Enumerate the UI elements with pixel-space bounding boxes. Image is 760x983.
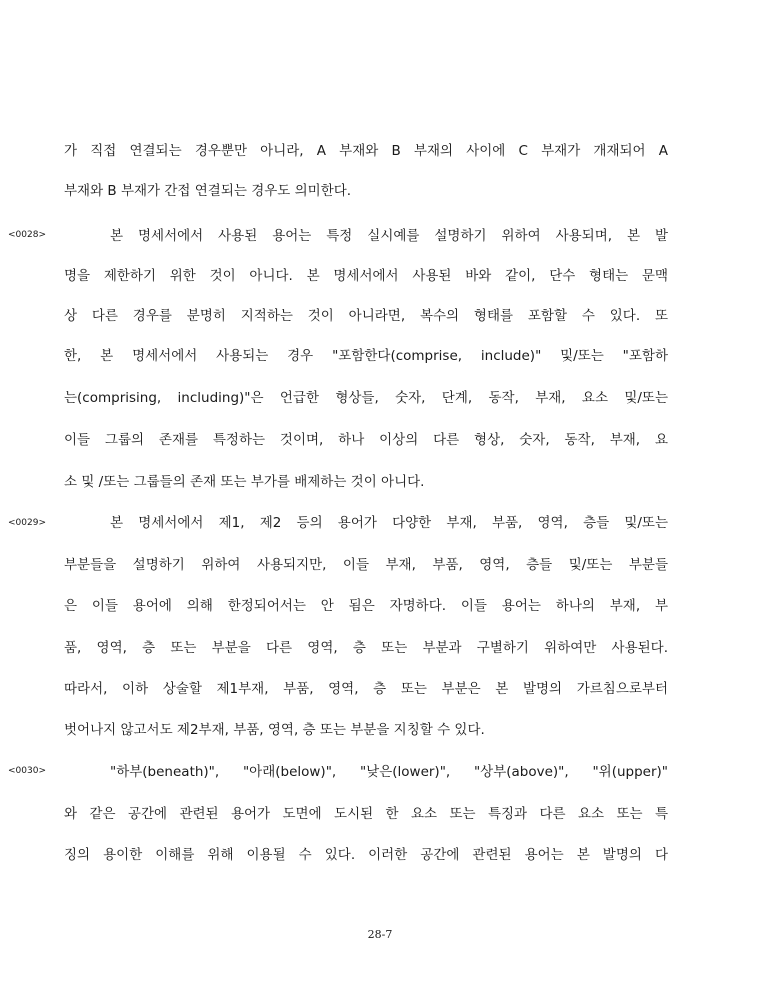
text-line: 한, 본 명세서에서 사용되는 경우 "포함한다(comprise, include)" 및/또는 "포함하 bbox=[64, 348, 668, 364]
text-line: 본 명세서에서 사용된 용어는 특정 실시예를 설명하기 위하여 사용되며, 본 발 bbox=[110, 228, 668, 244]
paragraph-number: <0030> bbox=[8, 766, 46, 776]
text-line: 벗어나지 않고서도 제2부재, 부품, 영역, 층 또는 부분을 지칭할 수 있다. bbox=[64, 722, 485, 738]
text-line: "하부(beneath)", "아래(below)", "낮은(lower)", "상부(above)", "위(upper)" bbox=[110, 764, 668, 780]
paragraph-number: <0029> bbox=[8, 518, 46, 528]
text-line: 는(comprising, including)"은 언급한 형상들, 숫자, 단계, 동작, 부재, 요소 및/또는 bbox=[64, 390, 668, 406]
text-line: 부분들을 설명하기 위하여 사용되지만, 이들 부재, 부품, 영역, 층들 및/또는 부분들 bbox=[64, 557, 668, 573]
text-line: 은 이들 용어에 의해 한정되어서는 안 됨은 자명하다. 이들 용어는 하나의 부재, 부 bbox=[64, 598, 668, 614]
text-line: 징의 용이한 이해를 위해 이용될 수 있다. 이러한 공간에 관련된 용어는 본 발명의 다 bbox=[64, 847, 668, 863]
text-line: 와 같은 공간에 관련된 용어가 도면에 도시된 한 요소 또는 특징과 다른 요소 또는 특 bbox=[64, 806, 668, 822]
text-line: 부재와 B 부재가 간접 연결되는 경우도 의미한다. bbox=[64, 183, 352, 199]
text-line: 소 및 /또는 그룹들의 존재 또는 부가를 배제하는 것이 아니다. bbox=[64, 474, 425, 490]
text-line: 품, 영역, 층 또는 부분을 다른 영역, 층 또는 부분과 구별하기 위하여만 사용된다. bbox=[64, 640, 668, 656]
paragraph-number: <0028> bbox=[8, 230, 46, 240]
page-number: 28-7 bbox=[367, 928, 393, 941]
text-line: 따라서, 이하 상술할 제1부재, 부품, 영역, 층 또는 부분은 본 발명의 가르침으로부터 bbox=[64, 681, 668, 697]
text-line: 가 직접 연결되는 경우뿐만 아니라, A 부재와 B 부재의 사이에 C 부재가 개재되어 A bbox=[64, 143, 668, 159]
text-line: 명을 제한하기 위한 것이 아니다. 본 명세서에서 사용된 바와 같이, 단수 형태는 문맥 bbox=[64, 268, 668, 284]
text-line: 이들 그룹의 존재를 특정하는 것이며, 하나 이상의 다른 형상, 숫자, 동작, 부재, 요 bbox=[64, 432, 668, 448]
text-line: 본 명세서에서 제1, 제2 등의 용어가 다양한 부재, 부품, 영역, 층들 및/또는 bbox=[110, 515, 668, 531]
text-line: 상 다른 경우를 분명히 지적하는 것이 아니라면, 복수의 형태를 포함할 수 있다. 또 bbox=[64, 308, 668, 324]
